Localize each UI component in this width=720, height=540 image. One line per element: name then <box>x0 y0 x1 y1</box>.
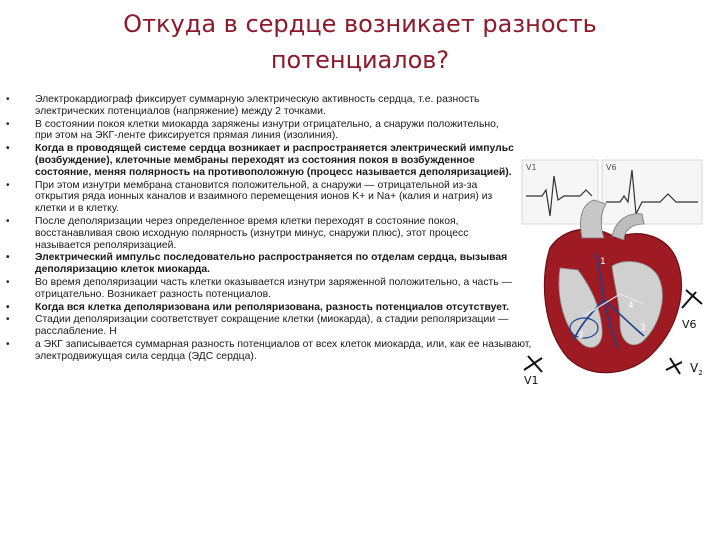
bullet-item <box>0 119 515 143</box>
lead-label-v6: V6 <box>682 318 697 331</box>
lead-label-v1: V1 <box>524 374 539 387</box>
bullet-text: Электрический импульс последовательно распространяется по отделам сердца, вызывая деполяризацию клеток миокарда. <box>35 252 508 276</box>
title-line-1: Откуда в сердце возникает разность <box>123 10 597 38</box>
vector-number-1: 1 <box>600 257 606 267</box>
bullet-text: После деполяризации через определенное время клетки переходят в состояние покоя, восстанавливая свою исходную полярность (изнутри минус, снаружи плюс), этот процесс называется реполяризацией. <box>35 215 469 251</box>
lead-label-v1-top: V1 <box>526 163 537 172</box>
bullet-item <box>0 252 515 276</box>
bullet-item <box>0 143 515 178</box>
ecg-panel-v6 <box>602 160 702 224</box>
bullet-item <box>0 302 515 314</box>
electrode-v2-icon <box>666 358 682 374</box>
bullet-item <box>0 180 515 215</box>
bullet-text: Стадии деполяризации соответствует сокращение клетки (миокарда), а стадии реполяризации — расслабление. Н <box>35 314 509 338</box>
bullet-text: а ЭКГ записывается суммарная разность потенциалов от всех клеток миокарда, или, как ее называют, электродвижущая сила сердца (ЭДС сердца). <box>35 338 532 362</box>
heart-illustration <box>520 158 720 390</box>
bullet-text: Когда вся клетка деполяризована или реполяризована, разность потенциалов отсутствует. <box>35 301 509 313</box>
bullet-text: Электрокардиограф фиксирует суммарную электрическую активность сердца, т.е. разность электрических потенциалов (напряжение) между 2 точками. <box>35 94 480 117</box>
lead-label-v2: $V_2$ <box>690 361 703 377</box>
bullet-item <box>0 216 515 251</box>
page-title <box>60 6 660 78</box>
bullet-text: Во время деполяризации часть клетки оказывается изнутри заряженной положительно, а часть — отрицательно. Возникает разность потенциалов. <box>35 276 512 300</box>
vector-number-4: 4 <box>628 301 634 311</box>
title-line-2: потенциалов? <box>270 46 450 74</box>
electrode-v6-icon <box>682 290 702 308</box>
lead-label-v6-top: V6 <box>606 163 617 172</box>
heart-ecg-figure <box>520 158 720 390</box>
bullet-item <box>0 277 515 301</box>
bullet-text: Когда в проводящей системе сердца возникает и распространяется электрический импульс (возбуждение), клеточные мембраны переходят из состояния покоя в возбужденное состояние, меняя полярность на противоположную (процесс называется деполяризацией). <box>35 143 514 178</box>
bullet-item <box>0 339 540 363</box>
bullet-item <box>0 314 515 338</box>
vector-number-2: 2 <box>578 331 584 341</box>
bullet-item <box>0 94 515 118</box>
bullet-text: При этом изнутри мембрана становится положительной, а снаружи — отрицательной из-за открытия ряда ионных каналов и взаимного перемещения ионов K+ и Na+ (калия и натрия) из клетки и в клетку. <box>35 179 493 215</box>
vector-number-3: 3 <box>640 323 646 333</box>
bullet-text: В состоянии покоя клетки миокарда заряжены изнутри отрицательно, а снаружи положительно, при этом на ЭКГ-ленте фиксируется прямая линия (изолиния). <box>35 118 499 142</box>
electrode-v1-icon <box>524 356 542 372</box>
